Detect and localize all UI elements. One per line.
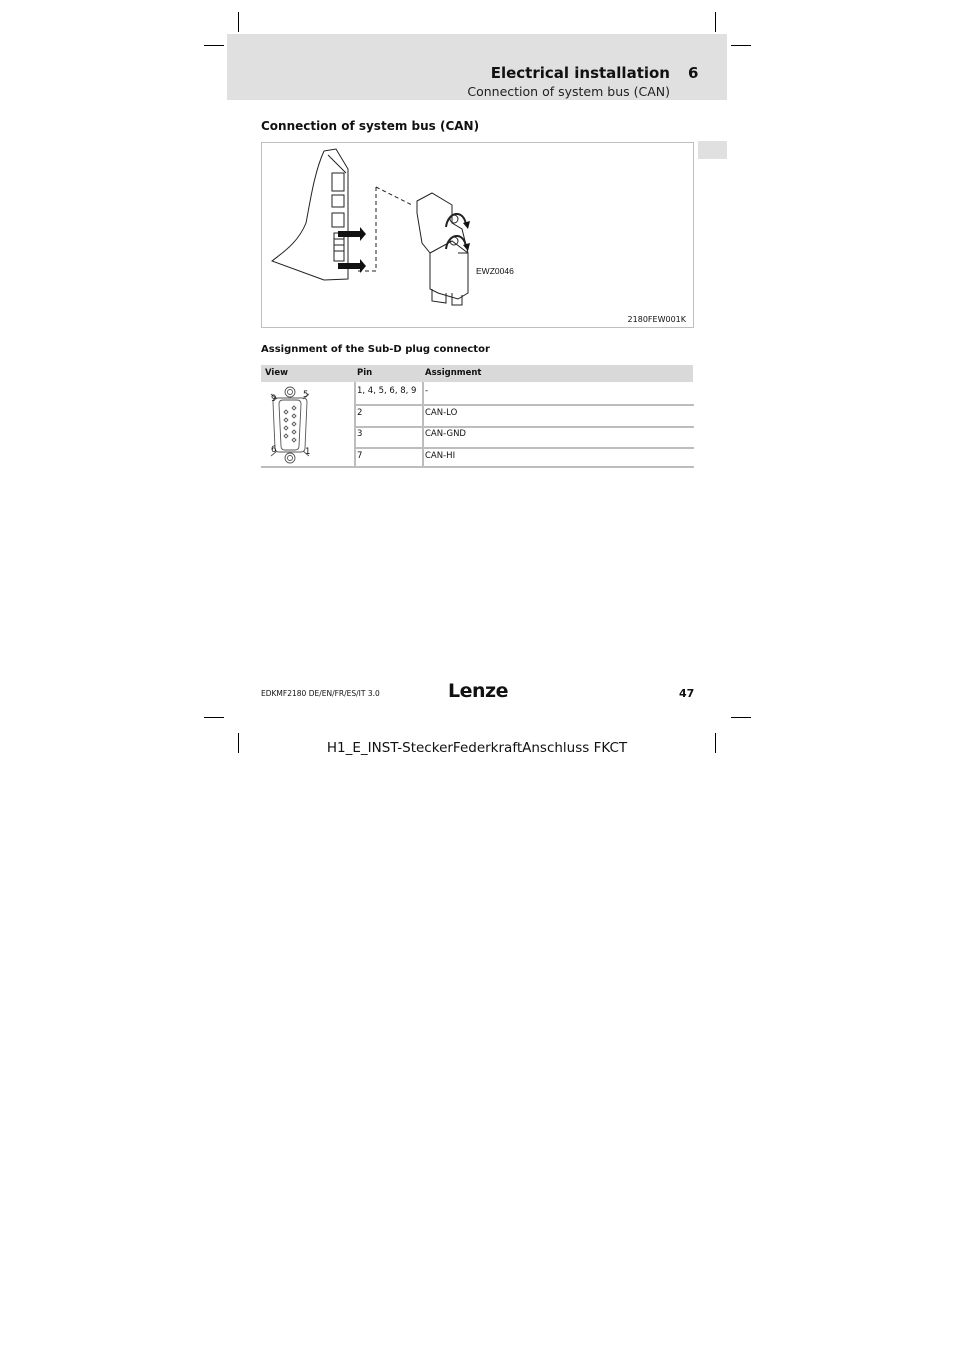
crop-mark [204,717,224,718]
row-1-pin: 1, 4, 5, 6, 8, 9 [357,386,417,396]
row-divider [354,447,694,449]
header-title: Electrical installation [490,64,670,82]
row-4-assignment: CAN-HI [425,451,456,461]
row-3-pin: 3 [357,429,363,439]
column-divider [354,382,356,467]
can-connector-illustration [262,143,693,327]
header-subtitle: Connection of system bus (CAN) [467,84,670,99]
chapter-side-tab [698,141,727,159]
section-title: Connection of system bus (CAN) [261,119,480,133]
figure-id: 2180FEW001K [627,315,686,324]
lenze-logo: Lenze [448,680,508,702]
header-chapter-number: 6 [688,64,699,82]
header-assignment: Assignment [425,368,482,378]
part-number-label: EWZ0046 [476,266,514,276]
row-divider [354,404,694,406]
print-job-line: H1_E_INST-SteckerFederkraftAnschluss FKCT [326,740,628,756]
view-label-pin-5: 5 [303,390,309,400]
table-bottom-rule [261,466,694,468]
view-label-pin-9: 9 [271,394,277,404]
row-2-assignment: CAN-LO [425,408,458,418]
row-4-pin: 7 [357,451,363,461]
view-label-pin-6: 6 [271,445,277,455]
row-1-assignment: - [425,386,429,396]
header-view: View [265,368,288,378]
row-3-assignment: CAN-GND [425,429,466,439]
view-label-pin-1: 1 [305,447,311,457]
table-title: Assignment of the Sub-D plug connector [261,344,490,355]
row-divider [354,426,694,428]
crop-mark [731,45,751,46]
document-code: EDKMF2180 DE/EN/FR/ES/IT 3.0 [261,689,380,698]
crop-mark [204,45,224,46]
table-header-row [261,365,693,382]
crop-mark [238,12,239,32]
crop-mark [715,12,716,32]
crop-mark [731,717,751,718]
header-pin: Pin [357,368,373,378]
page-number: 47 [679,687,695,700]
row-2-pin: 2 [357,408,363,418]
column-divider [422,382,424,467]
drive-housing-outline [272,151,324,280]
connection-figure [261,142,694,328]
